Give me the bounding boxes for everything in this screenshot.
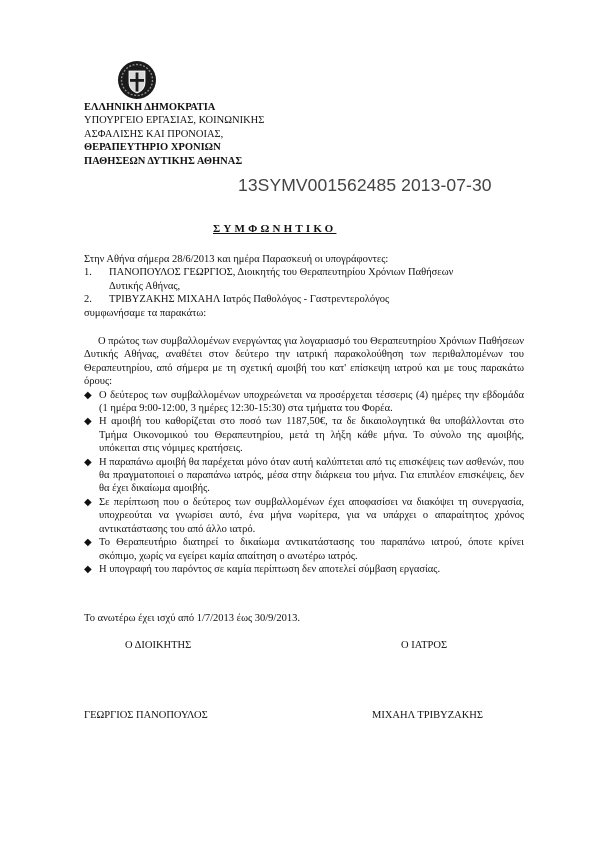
diamond-bullet-icon: ◆ bbox=[84, 416, 92, 428]
diamond-bullet-icon: ◆ bbox=[84, 389, 92, 401]
validity-line: Το ανωτέρω έχει ισχύ από 1/7/2013 έως 30/9/2013. bbox=[84, 613, 300, 624]
agreed-line: συμφωνήσαμε τα παρακάτω: bbox=[84, 307, 207, 319]
diamond-bullet-icon: ◆ bbox=[84, 496, 92, 508]
signatory-right-title: Ο ΙΑΤΡΟΣ bbox=[401, 640, 448, 651]
header-line-country: ΕΛΛΗΝΙΚΗ ΔΗΜΟΚΡΑΤΙΑ bbox=[84, 102, 216, 113]
opening-line: Στην Αθήνα σήμερα 28/6/2013 και ημέρα Παρασκευή οι υπογράφοντες: bbox=[84, 254, 389, 265]
term-text: Σε περίπτωση που ο δεύτερος των συμβαλλομένων έχει αποφασίσει να διακόψει τη συνεργασία, υποχρεούται να γνωρίσει αυτό, ένα μήνα νωρίτερα, για να υπάρχει ο απαραίτητος χρόνος αντικατάστασης του από άλλο ιατρό. bbox=[99, 496, 524, 535]
term-text: Ο δεύτερος των συμβαλλομένων υποχρεώνεται να προσέρχεται τέσσερις (4) ημέρες την εβδομάδα (1 ημέρα 9:00-12:00, 3 ημέρες 12:30-15:30) στα τμήματα του Φορέα. bbox=[99, 389, 524, 415]
list-item bbox=[84, 496, 524, 536]
term-text: Το Θεραπευτήριο διατηρεί το δικαίωμα αντικατάστασης του παραπάνω ιατρού, όποτε κρίνει σκόπιμο, χωρίς να εγείρει καμία απαίτηση ο ανωτέρω ιατρός. bbox=[99, 537, 524, 562]
header-line-ministry-cont: ΑΣΦΑΛΙΣΗΣ ΚΑΙ ΠΡΟΝΟΙΑΣ, bbox=[84, 128, 224, 140]
list-item bbox=[84, 415, 524, 455]
term-text: Η παραπάνω αμοιβή θα παρέχεται μόνο όταν αυτή καλύπτεται από τις επισκέψεις των ασθενών, που θα πραγματοποιεί ο παραπάνω ιατρός, μέσα στην διάρκεια του μήνα. Για επιπλέον επισκέψεις, δεν θα έχει δικαίωμα αμοιβής. bbox=[99, 456, 524, 495]
diamond-bullet-icon: ◆ bbox=[84, 537, 92, 549]
signatory-left-title: Ο ΔΙΟΙΚΗΤΗΣ bbox=[125, 640, 192, 651]
diamond-bullet-icon: ◆ bbox=[84, 563, 92, 575]
header-line-institution: ΘΕΡΑΠΕΥΤΗΡΙΟ ΧΡΟΝΙΩΝ bbox=[84, 142, 221, 154]
list-item bbox=[84, 456, 524, 496]
terms-section bbox=[84, 335, 524, 576]
signatory-right-name: ΜΙΧΑΗΛ ΤΡΙΒΥΖΑΚΗΣ bbox=[372, 710, 483, 721]
party-1 bbox=[84, 266, 524, 293]
party-1-number: 1. bbox=[84, 267, 92, 279]
party-1-line1: ΠΑΝΟΠΟΥΛΟΣ ΓΕΩΡΓΙΟΣ, Διοικητής του Θεραπευτηρίου Χρόνιων Παθήσεων bbox=[109, 267, 454, 279]
header-line-institution-cont: ΠΑΘΗΣΕΩΝ ΔΥΤΙΚΗΣ ΑΘΗΝΑΣ bbox=[84, 155, 243, 167]
list-item bbox=[84, 389, 524, 416]
header-line-ministry: ΥΠΟΥΡΓΕΙΟ ΕΡΓΑΣΙΑΣ, ΚΟΙΝΩΝΙΚΗΣ bbox=[84, 115, 265, 127]
list-item bbox=[84, 536, 524, 563]
list-item bbox=[84, 563, 524, 576]
terms-list bbox=[84, 389, 524, 577]
parties-section bbox=[84, 253, 524, 320]
party-2-number: 2. bbox=[84, 294, 92, 306]
document-title: ΣΥΜΦΩΝΗΤΙΚΟ bbox=[213, 223, 337, 235]
intro-paragraph: Ο πρώτος των συμβαλλομένων ενεργώντας για λογαριασμό του Θεραπευτηρίου Χρόνιων Παθήσεων Δυτικής Αθήνας, αναθέτει στον δεύτερο την ιατρική παρακολούθηση των περιθαλπομένων του Θεραπευτηρίου, από σήμερα με τη σχετική αμοιβή του κατ' επίσκεψη ιατρού και με τους παρακάτω όρους: bbox=[84, 336, 524, 388]
term-text: Η αμοιβή του καθορίζεται στο ποσό των 1187,50€, τα δε δικαιολογητικά θα υποβάλλονται στο Τμήμα Οικονομικού του Θεραπευτηρίου, μετά τη λήξη κάθε μήνα. Το σύνολο της αμοιβής, υπόκειται στις νόμιμες κρατήσεις. bbox=[99, 416, 524, 455]
term-text: Η υπογραφή του παρόντος σε καμία περίπτωση δεν αποτελεί σύμβαση εργασίας. bbox=[99, 563, 441, 575]
signatory-left-name: ΓΕΩΡΓΙΟΣ ΠΑΝΟΠΟΥΛΟΣ bbox=[84, 710, 208, 721]
validity-section bbox=[84, 612, 524, 625]
diamond-bullet-icon: ◆ bbox=[84, 456, 92, 468]
ada-stamp: 13SYMV001562485 2013-07-30 bbox=[238, 175, 492, 195]
greek-coat-of-arms-icon bbox=[117, 60, 157, 100]
party-2 bbox=[84, 293, 524, 306]
party-2-line1: ΤΡΙΒΥΖΑΚΗΣ ΜΙΧΑΗΛ Ιατρός Παθολόγος - Γαστρεντερολόγος bbox=[109, 294, 390, 306]
issuer-header bbox=[84, 101, 264, 168]
party-1-line2: Δυτικής Αθήνας, bbox=[109, 280, 181, 292]
